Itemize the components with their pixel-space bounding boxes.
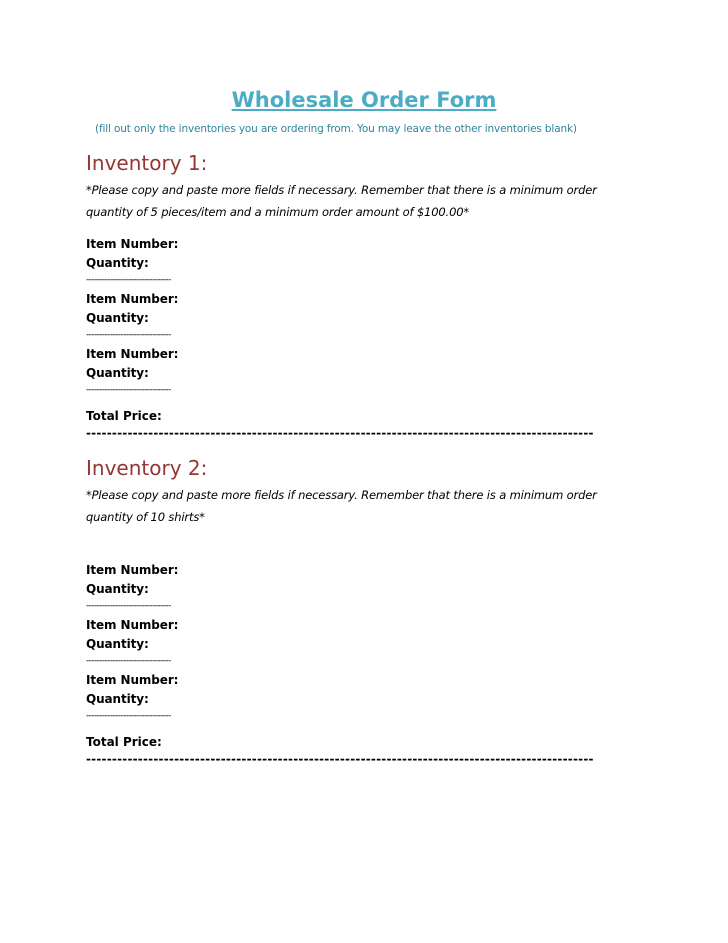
quantity-label: Quantity: [86,582,149,596]
item-separator: -------------------------------- [86,275,171,285]
item-entry [86,290,646,345]
quantity-label: Quantity: [86,256,149,270]
item-entry [86,235,646,290]
item-entry [86,616,646,671]
total-price-label: Total Price: [86,409,162,423]
item-number-label: Item Number: [86,237,179,251]
section-divider: -------------------------------------------------------------------------------------------------- [86,752,594,766]
quantity-label: Quantity: [86,637,149,651]
inventory-heading: Inventory 1: [86,151,208,175]
inventory-note: *Please copy and paste more fields if necessary. Remember that there is a minimum order quantity of 5 pieces/item and a minimum order amount of $100.00* [86,183,597,219]
item-entry [86,561,646,616]
item-entry [86,345,646,400]
item-number-label: Item Number: [86,563,179,577]
item-list [86,561,646,726]
inventory-section-2 [86,456,646,766]
item-separator: -------------------------------- [86,330,171,340]
section-divider: -------------------------------------------------------------------------------------------------- [86,426,594,440]
page-title: Wholesale Order Form [231,88,497,112]
quantity-label: Quantity: [86,692,149,706]
item-number-label: Item Number: [86,292,179,306]
inventory-section-1 [86,151,646,440]
item-separator: -------------------------------- [86,601,171,611]
item-number-label: Item Number: [86,347,179,361]
item-number-label: Item Number: [86,673,179,687]
item-list [86,235,646,400]
quantity-label: Quantity: [86,366,149,380]
item-number-label: Item Number: [86,618,179,632]
inventory-note: *Please copy and paste more fields if necessary. Remember that there is a minimum order quantity of 10 shirts* [86,488,597,524]
item-entry [86,671,646,726]
item-separator: -------------------------------- [86,711,171,721]
inventory-heading: Inventory 2: [86,456,208,480]
item-separator: -------------------------------- [86,385,171,395]
page-subtitle: (fill out only the inventories you are ordering from. You may leave the other inventories blank) [95,123,577,135]
total-price-label: Total Price: [86,735,162,749]
item-separator: -------------------------------- [86,656,171,666]
quantity-label: Quantity: [86,311,149,325]
